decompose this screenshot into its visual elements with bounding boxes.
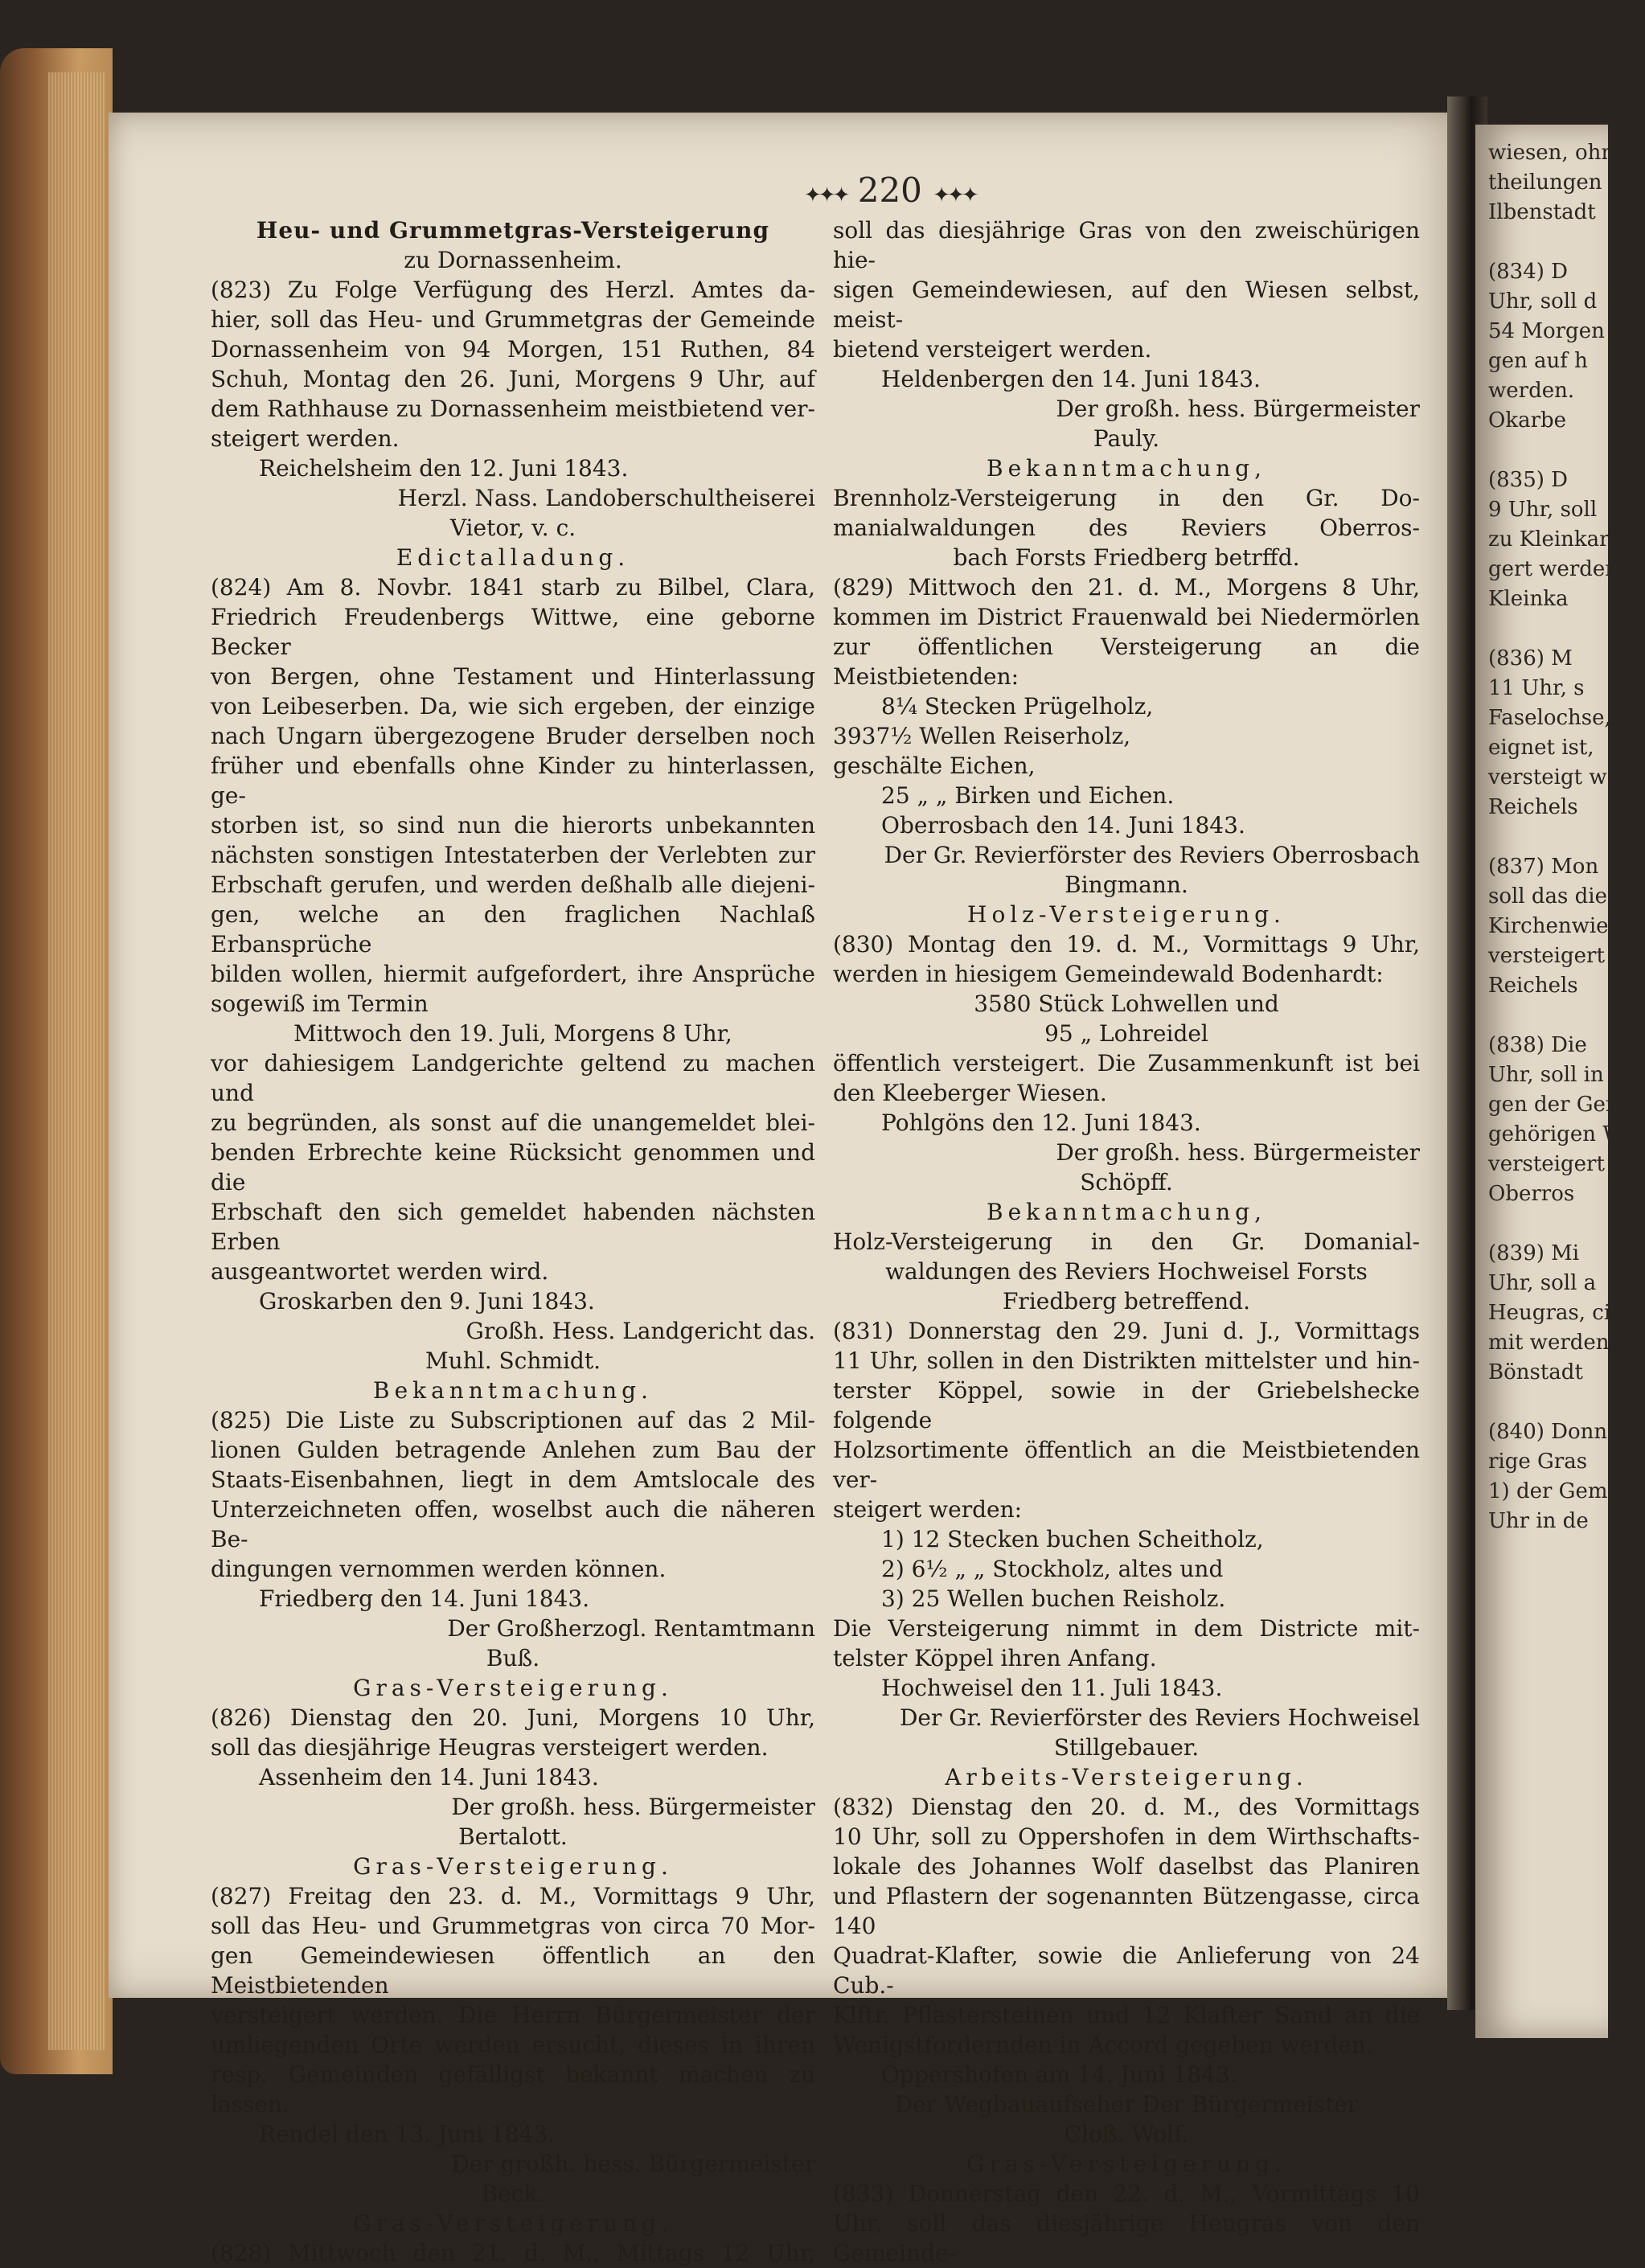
next-page-fragment: gert werden bbox=[1488, 557, 1619, 581]
text-line: gen Gemeindewiesen öffentlich an den Meistbietenden bbox=[211, 1942, 815, 1999]
next-page-fragment: (840) Donne bbox=[1488, 1420, 1620, 1444]
text-line: Gras-Versteigerung. bbox=[353, 1675, 673, 1701]
text-line: von Bergen, ohne Testament und Hinterlassung bbox=[211, 663, 815, 690]
next-page-fragment: gehörigen W bbox=[1488, 1122, 1624, 1146]
text-line: Der großh. hess. Bürgermeister bbox=[451, 2151, 815, 2177]
text-line: von Leibeserben. Da, wie sich ergeben, der einzige bbox=[211, 693, 815, 720]
text-line: 3) 25 Wellen buchen Reisholz. bbox=[881, 1585, 1226, 1612]
text-line: gen, welche an den fraglichen Nachlaß Erbansprüche bbox=[211, 901, 815, 958]
text-line: Edictalladung. bbox=[396, 544, 630, 571]
next-page-fragment: soll das dies bbox=[1488, 884, 1618, 908]
text-line: Cloß. Wolf. bbox=[1064, 2121, 1189, 2147]
text-line: Pauly. bbox=[1093, 425, 1160, 452]
next-page-fragment: gen auf h bbox=[1488, 349, 1588, 373]
text-line: Gras-Versteigerung. bbox=[353, 2210, 673, 2237]
ornament-right-icon: ✦✦✦ bbox=[933, 183, 976, 207]
text-line: vor dahiesigem Landgerichte geltend zu machen und bbox=[211, 1050, 815, 1106]
text-line: (823) Zu Folge Verfügung des Herzl. Amtes da- bbox=[211, 277, 815, 303]
text-line: Herzl. Nass. Landoberschultheiserei bbox=[397, 485, 815, 511]
text-line: 3580 Stück Lohwellen und bbox=[974, 990, 1279, 1017]
text-line: Schuh, Montag den 26. Juni, Morgens 9 Uhr, auf bbox=[211, 366, 815, 392]
text-line: Holz-Versteigerung. bbox=[967, 901, 1286, 928]
text-line: Oberrosbach den 14. Juni 1843. bbox=[881, 812, 1245, 839]
text-line: (832) Dienstag den 20. d. M., des Vormittags bbox=[833, 1794, 1420, 1820]
text-line: bietend versteigert werden. bbox=[833, 336, 1152, 363]
text-line: (830) Montag den 19. d. M., Vormittags 9 Uhr, bbox=[833, 931, 1420, 958]
next-page-fragment: versteigert we bbox=[1488, 944, 1642, 968]
text-line: 8¼ Stecken Prügelholz, bbox=[881, 693, 1154, 720]
next-page-fragment: werden. bbox=[1488, 379, 1575, 403]
text-line: Rendel den 13. Juni 1843. bbox=[259, 2121, 556, 2147]
right-column bbox=[833, 215, 1420, 2268]
next-page-edge bbox=[1475, 125, 1645, 2038]
text-line: 25 „ „ Birken und Eichen. bbox=[881, 782, 1175, 809]
next-page-fragment: mit werden. bbox=[1488, 1331, 1616, 1355]
text-line: kommen im District Frauenwald bei Niedermörlen bbox=[833, 604, 1420, 630]
text-line: dingungen vernommen werden können. bbox=[211, 1556, 667, 1582]
next-page-fragment: Reichels bbox=[1488, 795, 1578, 819]
next-page-fragment: Uhr, soll in bbox=[1488, 1063, 1604, 1087]
text-line: Der großh. hess. Bürgermeister bbox=[451, 1794, 815, 1820]
text-line: Unterzeichneten offen, woselbst auch die näheren Be- bbox=[211, 1496, 815, 1552]
text-line: geschälte Eichen, bbox=[833, 753, 1036, 779]
next-page-fragment: 1) der Gem bbox=[1488, 1479, 1608, 1503]
text-line: Groskarben den 9. Juni 1843. bbox=[259, 1288, 595, 1314]
text-line: waldungen des Reviers Hochweisel Forsts bbox=[885, 1258, 1368, 1285]
next-page-fragment: eignet ist, bbox=[1488, 736, 1594, 760]
book-edge-left bbox=[0, 48, 113, 2074]
text-line: Oppershofen am 14. Juni 1843. bbox=[881, 2061, 1237, 2088]
text-line: telster Köppel ihren Anfang. bbox=[833, 1645, 1157, 1671]
next-page-fragment: versteigt wer bbox=[1488, 765, 1630, 789]
next-page-fragment: Bönstadt bbox=[1488, 1360, 1583, 1384]
text-line: zur öffentlichen Versteigerung an die Meistbietenden: bbox=[833, 634, 1420, 690]
text-line: Der Großherzogl. Rentamtmann bbox=[447, 1615, 815, 1642]
text-line: Großh. Hess. Landgericht das. bbox=[466, 1318, 815, 1344]
text-line: Muhl. Schmidt. bbox=[425, 1347, 601, 1374]
text-line: Wenigstfordernden in Accord gegeben werden. bbox=[833, 2032, 1373, 2058]
text-line: und Pflastern der sogenannten Bützengasse, circa 140 bbox=[833, 1883, 1420, 1939]
text-line: Staats-Eisenbahnen, liegt in dem Amtslocale des bbox=[211, 1466, 815, 1493]
next-page-fragment: (836) M bbox=[1488, 646, 1573, 671]
text-line: Dornassenheim von 94 Morgen, 151 Ruthen, 84 bbox=[211, 336, 815, 363]
text-line: Stillgebauer. bbox=[1053, 1734, 1200, 1761]
text-line: ausgeantwortet werden wird. bbox=[211, 1258, 549, 1285]
text-line: sogewiß im Termin bbox=[211, 990, 429, 1017]
text-line: (831) Donnerstag den 29. Juni d. J., Vormittags bbox=[833, 1318, 1420, 1344]
next-page-fragment: Kleinka bbox=[1488, 587, 1569, 611]
text-line: Erbschaft gerufen, und werden deßhalb alle diejeni- bbox=[211, 872, 815, 898]
next-page-fragment: 9 Uhr, soll bbox=[1488, 498, 1598, 522]
text-line: steigert werden: bbox=[833, 1496, 1023, 1523]
next-page-fragment: rige Gras bbox=[1488, 1450, 1588, 1474]
text-line: Brennholz-Versteigerung in den Gr. Do- bbox=[833, 485, 1420, 511]
text-line: Uhr, soll das diesjährige Heugras von den Gemeinde- bbox=[833, 2210, 1420, 2266]
text-line: bach Forsts Friedberg betrffd. bbox=[953, 544, 1300, 571]
text-line: dem Rathhause zu Dornassenheim meistbietend ver- bbox=[211, 396, 815, 422]
next-page-fragment: zu Kleinkar bbox=[1488, 527, 1610, 552]
text-line: versteigert werden. Die Herrn Bürgermeister der bbox=[211, 2002, 815, 2028]
next-page-fragment: Uhr, soll d bbox=[1488, 289, 1598, 314]
text-line: Der großh. hess. Bürgermeister bbox=[1056, 1139, 1420, 1166]
next-page-fragment: (834) D bbox=[1488, 260, 1569, 284]
ornament-left-icon: ✦✦✦ bbox=[804, 183, 847, 207]
next-page-fragment: Reichels bbox=[1488, 974, 1578, 998]
text-line: Der Gr. Revierförster des Reviers Hochweisel bbox=[899, 1704, 1420, 1731]
text-line: Schöpff. bbox=[1080, 1169, 1173, 1196]
text-line: Quadrat-Klafter, sowie die Anlieferung von 24 Cub.- bbox=[833, 1942, 1420, 1999]
page-number-text: 220 bbox=[857, 170, 922, 210]
next-page-fragment: (838) Die bbox=[1488, 1033, 1587, 1057]
text-line: Beck. bbox=[481, 2180, 545, 2207]
text-line: Friedberg betreffend. bbox=[1003, 1288, 1250, 1314]
text-line: hier, soll das Heu- und Grummetgras der Gemeinde bbox=[211, 306, 815, 333]
text-line: sigen Gemeindewiesen, auf den Wiesen selbst, meist- bbox=[833, 277, 1420, 333]
text-line: Vietor, v. c. bbox=[449, 515, 576, 541]
next-page-fragment: 11 Uhr, s bbox=[1488, 676, 1585, 700]
text-line: Heldenbergen den 14. Juni 1843. bbox=[881, 366, 1261, 392]
text-line: (824) Am 8. Novbr. 1841 starb zu Bilbel, Clara, bbox=[211, 574, 815, 601]
text-line: 1) 12 Stecken buchen Scheitholz, bbox=[881, 1526, 1264, 1552]
text-line: 10 Uhr, soll zu Oppershofen in dem Wirthschafts- bbox=[833, 1823, 1420, 1850]
text-line: Bingmann. bbox=[1065, 872, 1188, 898]
text-line: Holz-Versteigerung in den Gr. Domanial- bbox=[833, 1228, 1420, 1255]
text-line: Hochweisel den 11. Juli 1843. bbox=[881, 1675, 1223, 1701]
text-line: Gras-Versteigerung. bbox=[353, 1853, 673, 1880]
next-page-fragment: Uhr, soll a bbox=[1488, 1271, 1597, 1295]
text-line: Heu- und Grummetgras-Versteigerung bbox=[256, 217, 770, 244]
text-line: Friedrich Freudenbergs Wittwe, eine geborne Becker bbox=[211, 604, 815, 660]
text-line: 3937½ Wellen Reiserholz, bbox=[833, 723, 1131, 749]
text-line: werden in hiesigem Gemeindewald Bodenhardt: bbox=[833, 961, 1384, 987]
next-page-fragment: Faselochse, bbox=[1488, 706, 1611, 730]
next-page-fragment: (839) Mi bbox=[1488, 1241, 1580, 1265]
next-page-fragment: (837) Mon bbox=[1488, 855, 1599, 879]
next-page-fragment: wiesen, ohne bbox=[1488, 141, 1627, 165]
text-line: 11 Uhr, sollen in den Distrikten mittelster und hin- bbox=[833, 1347, 1420, 1374]
text-line: Holzsortimente öffentlich an die Meistbietenden ver- bbox=[833, 1437, 1420, 1493]
text-line: 2) 6½ „ „ Stockholz, altes und bbox=[881, 1556, 1224, 1582]
text-line: soll das Heu- und Grummetgras von circa 70 Mor- bbox=[211, 1913, 815, 1939]
text-line: Arbeits-Versteigerung. bbox=[945, 1764, 1308, 1790]
text-line: 95 „ Lohreidel bbox=[1044, 1020, 1208, 1047]
next-page-fragment: 54 Morgen bbox=[1488, 319, 1605, 343]
text-line: den Kleeberger Wiesen. bbox=[833, 1080, 1107, 1106]
text-line: (827) Freitag den 23. d. M., Vormittags 9 Uhr, bbox=[211, 1883, 815, 1909]
text-line: (828) Mittwoch den 21. d. M., Mittags 12 Uhr, bbox=[211, 2240, 815, 2266]
text-line: steigert werden. bbox=[211, 425, 400, 452]
next-page-fragment: Oberros bbox=[1488, 1182, 1575, 1206]
text-line: Bekanntmachung, bbox=[987, 1199, 1266, 1225]
text-line: Gras-Versteigerung. bbox=[966, 2151, 1286, 2177]
text-line: Friedberg den 14. Juni 1843. bbox=[259, 1585, 590, 1612]
next-page-fragment: Uhr in de bbox=[1488, 1509, 1589, 1533]
next-page-fragment: Okarbe bbox=[1488, 408, 1567, 433]
text-line: terster Köppel, sowie in der Griebelshecke folgende bbox=[833, 1377, 1420, 1433]
text-line: storben ist, so sind nun die hierorts unbekannten bbox=[211, 812, 815, 839]
text-line: manialwaldungen des Reviers Oberros- bbox=[833, 515, 1420, 541]
text-line: öffentlich versteigert. Die Zusammenkunft ist bei bbox=[833, 1050, 1420, 1077]
text-line: Der großh. hess. Bürgermeister bbox=[1056, 396, 1420, 422]
text-line: (826) Dienstag den 20. Juni, Morgens 10 Uhr, bbox=[211, 1704, 815, 1731]
text-line: Bekanntmachung. bbox=[373, 1377, 653, 1404]
text-line: früher und ebenfalls ohne Kinder zu hinterlassen, ge- bbox=[211, 753, 815, 809]
text-line: (829) Mittwoch den 21. d. M., Morgens 8 Uhr, bbox=[833, 574, 1420, 601]
text-line: Der Wegbauaufseher Der Bürgermeister bbox=[894, 2091, 1359, 2118]
page-number bbox=[804, 170, 976, 210]
next-page-fragment: Ilbenstadt bbox=[1488, 200, 1596, 224]
next-page-fragment: (835) D bbox=[1488, 468, 1569, 492]
text-line: Buß. bbox=[486, 1645, 540, 1671]
text-line: soll das diesjährige Gras von den zweischürigen hie- bbox=[833, 217, 1420, 273]
text-line: nach Ungarn übergezogene Bruder derselben noch bbox=[211, 723, 815, 749]
next-page-fragment: Heugras, cir bbox=[1488, 1301, 1621, 1325]
text-line: Erbschaft den sich gemeldet habenden nächsten Erben bbox=[211, 1199, 815, 1255]
next-page-fragment: gen der Gem bbox=[1488, 1093, 1626, 1117]
text-line: benden Erbrechte keine Rücksicht genommen und die bbox=[211, 1139, 815, 1196]
next-page-fragment: theilungen w bbox=[1488, 170, 1627, 195]
text-line: soll das diesjährige Heugras versteigert werden. bbox=[211, 1734, 769, 1761]
text-line: Bertalott. bbox=[458, 1823, 568, 1850]
text-line: zu begründen, als sonst auf die unangemeldet blei- bbox=[211, 1109, 815, 1136]
text-line: Klftr. Pflastersteinen und 12 Klafter Sand an die bbox=[833, 2002, 1420, 2028]
next-page-fragment: versteigert we bbox=[1488, 1152, 1642, 1176]
text-line: Reichelsheim den 12. Juni 1843. bbox=[259, 455, 629, 482]
text-line: bilden wollen, hiermit aufgefordert, ihre Ansprüche bbox=[211, 961, 815, 987]
text-line: Der Gr. Revierförster des Reviers Oberrosbach bbox=[884, 842, 1420, 868]
text-line: Die Versteigerung nimmt in dem Districte mit- bbox=[833, 1615, 1420, 1642]
text-line: lionen Gulden betragende Anlehen zum Bau der bbox=[211, 1437, 815, 1463]
text-line: umliegenden Orte werden ersucht, dieses in ihren bbox=[211, 2032, 815, 2058]
text-line: lokale des Johannes Wolf daselbst das Planiren bbox=[833, 1853, 1420, 1880]
text-line: Assenheim den 14. Juni 1843. bbox=[259, 1764, 599, 1790]
text-line: zu Dornassenheim. bbox=[404, 247, 622, 273]
text-line: Mittwoch den 19. Juli, Morgens 8 Uhr, bbox=[293, 1020, 732, 1047]
text-line: (825) Die Liste zu Subscriptionen auf das 2 Mil- bbox=[211, 1407, 815, 1433]
text-line: Bekanntmachung, bbox=[987, 455, 1266, 482]
text-line: nächsten sonstigen Intestaterben der Verlebten zur bbox=[211, 842, 815, 868]
text-line: (833) Donnerstag den 22. d. M., Vormittags 10 bbox=[833, 2180, 1420, 2207]
text-line: Pohlgöns den 12. Juni 1843. bbox=[881, 1109, 1201, 1136]
left-column bbox=[211, 215, 815, 2268]
text-line: resp. Gemeinden gefälligst bekannt machen zu lassen. bbox=[211, 2061, 815, 2118]
next-page-fragment: Kirchenwiesen bbox=[1488, 914, 1645, 938]
